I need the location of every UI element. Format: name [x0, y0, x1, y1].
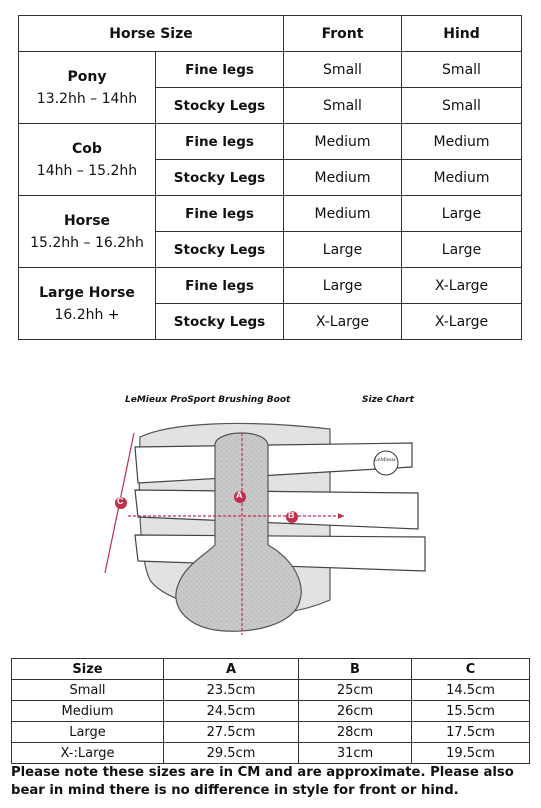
leg-type: Fine legs	[156, 52, 284, 88]
group-cell-cob	[19, 124, 156, 196]
b-cell: 31cm	[299, 743, 412, 764]
group-range: 13.2hh – 14hh	[36, 90, 138, 107]
hind-size: X-Large	[402, 304, 522, 340]
product-title: LeMieux ProSport Brushing Boot	[125, 395, 291, 405]
front-size: Large	[284, 232, 402, 268]
hind-size: Medium	[402, 124, 522, 160]
header-a: A	[164, 659, 299, 680]
header-c: C	[412, 659, 530, 680]
group-cell-horse	[19, 196, 156, 268]
a-cell: 23.5cm	[164, 680, 299, 701]
a-cell: 27.5cm	[164, 722, 299, 743]
group-range: 15.2hh – 16.2hh	[30, 234, 144, 251]
table-row	[12, 743, 530, 764]
sizing-note: Please note these sizes are in CM and are approximate. Please also bear in mind there is no difference in style for front or hind.	[11, 765, 514, 798]
front-size: Small	[284, 52, 402, 88]
size-cell: Medium	[12, 701, 164, 722]
c-cell: 14.5cm	[412, 680, 530, 701]
table-row	[19, 124, 522, 160]
b-cell: 28cm	[299, 722, 412, 743]
leg-type: Stocky Legs	[156, 304, 284, 340]
group-cell-large-horse	[19, 268, 156, 340]
size-chart-title: Size Chart	[362, 395, 414, 405]
hind-size: Large	[402, 196, 522, 232]
table-row	[12, 701, 530, 722]
hind-size: Small	[402, 88, 522, 124]
marker-c: C	[117, 496, 124, 506]
front-size: Medium	[284, 160, 402, 196]
header-front: Front	[284, 16, 402, 52]
leg-type: Fine legs	[156, 196, 284, 232]
table-row	[19, 268, 522, 304]
lemieux-logo	[374, 451, 398, 475]
leg-type: Stocky Legs	[156, 160, 284, 196]
front-size: Small	[284, 88, 402, 124]
logo-text: LeMieux	[374, 457, 396, 463]
group-name: Cob	[72, 140, 102, 157]
front-size: X-Large	[284, 304, 402, 340]
hind-size: X-Large	[402, 268, 522, 304]
c-cell: 19.5cm	[412, 743, 530, 764]
header-b: B	[299, 659, 412, 680]
table-row	[12, 680, 530, 701]
header-size: Size	[12, 659, 164, 680]
leg-type: Fine legs	[156, 268, 284, 304]
horse-size-table	[18, 15, 522, 340]
hind-size: Medium	[402, 160, 522, 196]
table-row	[19, 196, 522, 232]
b-cell: 26cm	[299, 701, 412, 722]
size-cell: Large	[12, 722, 164, 743]
leg-type: Stocky Legs	[156, 88, 284, 124]
group-range: 14hh – 15.2hh	[36, 162, 138, 179]
a-cell: 29.5cm	[164, 743, 299, 764]
header-hind: Hind	[402, 16, 522, 52]
group-name: Pony	[67, 68, 107, 85]
size-cell: X-:Large	[12, 743, 164, 764]
boot-diagram	[0, 385, 541, 655]
size-cell: Small	[12, 680, 164, 701]
hind-size: Small	[402, 52, 522, 88]
front-size: Large	[284, 268, 402, 304]
marker-a: A	[236, 490, 243, 500]
front-size: Medium	[284, 196, 402, 232]
hind-size: Large	[402, 232, 522, 268]
boot-illustration	[0, 385, 541, 655]
measurement-table	[11, 658, 530, 764]
a-cell: 24.5cm	[164, 701, 299, 722]
size-table-header	[19, 16, 522, 52]
marker-b: B	[288, 510, 295, 520]
leg-type: Stocky Legs	[156, 232, 284, 268]
header-horse-size: Horse Size	[19, 16, 284, 52]
front-size: Medium	[284, 124, 402, 160]
group-name: Horse	[63, 212, 111, 229]
measurement-header	[12, 659, 530, 680]
b-cell: 25cm	[299, 680, 412, 701]
c-cell: 17.5cm	[412, 722, 530, 743]
table-row	[19, 52, 522, 88]
c-cell: 15.5cm	[412, 701, 530, 722]
group-range: 16.2hh +	[54, 306, 120, 323]
group-name: Large Horse	[39, 284, 135, 301]
leg-type: Fine legs	[156, 124, 284, 160]
table-row	[12, 722, 530, 743]
group-cell-pony	[19, 52, 156, 124]
